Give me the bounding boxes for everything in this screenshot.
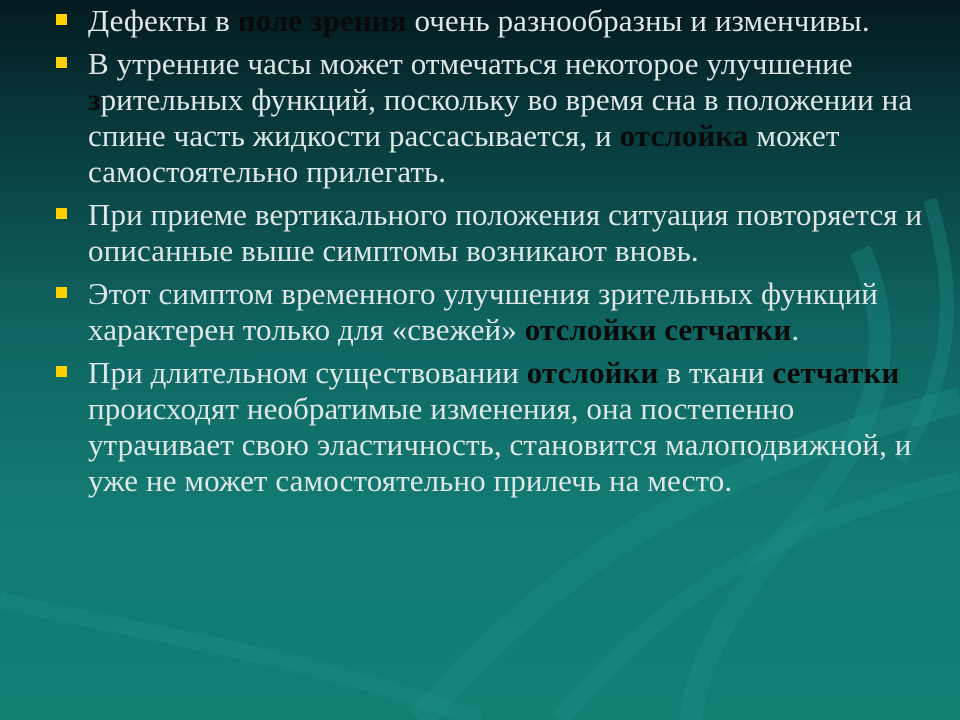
text-segment: При приеме вертикального положения ситуация повторяется и описанные выше симптомы возникают вновь. [88, 197, 923, 268]
list-item [52, 197, 942, 269]
list-item [52, 355, 942, 499]
text-segment: может самостоятельно прилегать. [88, 118, 840, 189]
text-segment: В утренние часы может отмечаться некоторое улучшение [88, 46, 853, 81]
square-bullet-icon [56, 57, 67, 68]
text-segment: в ткани [658, 355, 773, 390]
bullet-list [52, 3, 942, 506]
bold-text: отслойки [526, 355, 659, 390]
text-segment: При длительном существовании [88, 355, 527, 390]
bold-text: отслойки сетчатки [524, 312, 792, 347]
square-bullet-icon [56, 366, 67, 377]
square-bullet-icon [56, 14, 67, 25]
text-segment: . [791, 312, 800, 347]
list-item [52, 46, 942, 190]
bold-text: отслойка [619, 118, 749, 153]
text-segment: рительных функций, поскольку во время сна в положении на спине часть жидкости рассасывается, и [88, 82, 913, 153]
text-segment: Дефекты в [88, 3, 238, 38]
text-segment: Этот симптом временного улучшения зрительных функций характерен только для «свежей» [88, 276, 878, 347]
bold-text: сетчатки [772, 355, 900, 390]
bold-text: з [88, 82, 101, 117]
square-bullet-icon [56, 208, 67, 219]
list-item [52, 3, 942, 39]
text-segment: происходят необратимые изменения, она постепенно утрачивает свою эластичность, становится малоподвижной, и уже не может самостоятельно прилечь на место. [88, 391, 912, 498]
bold-text: поле зрения [237, 3, 407, 38]
square-bullet-icon [56, 287, 67, 298]
text-segment: очень разнообразны и изменчивы. [406, 3, 870, 38]
list-item [52, 276, 942, 348]
